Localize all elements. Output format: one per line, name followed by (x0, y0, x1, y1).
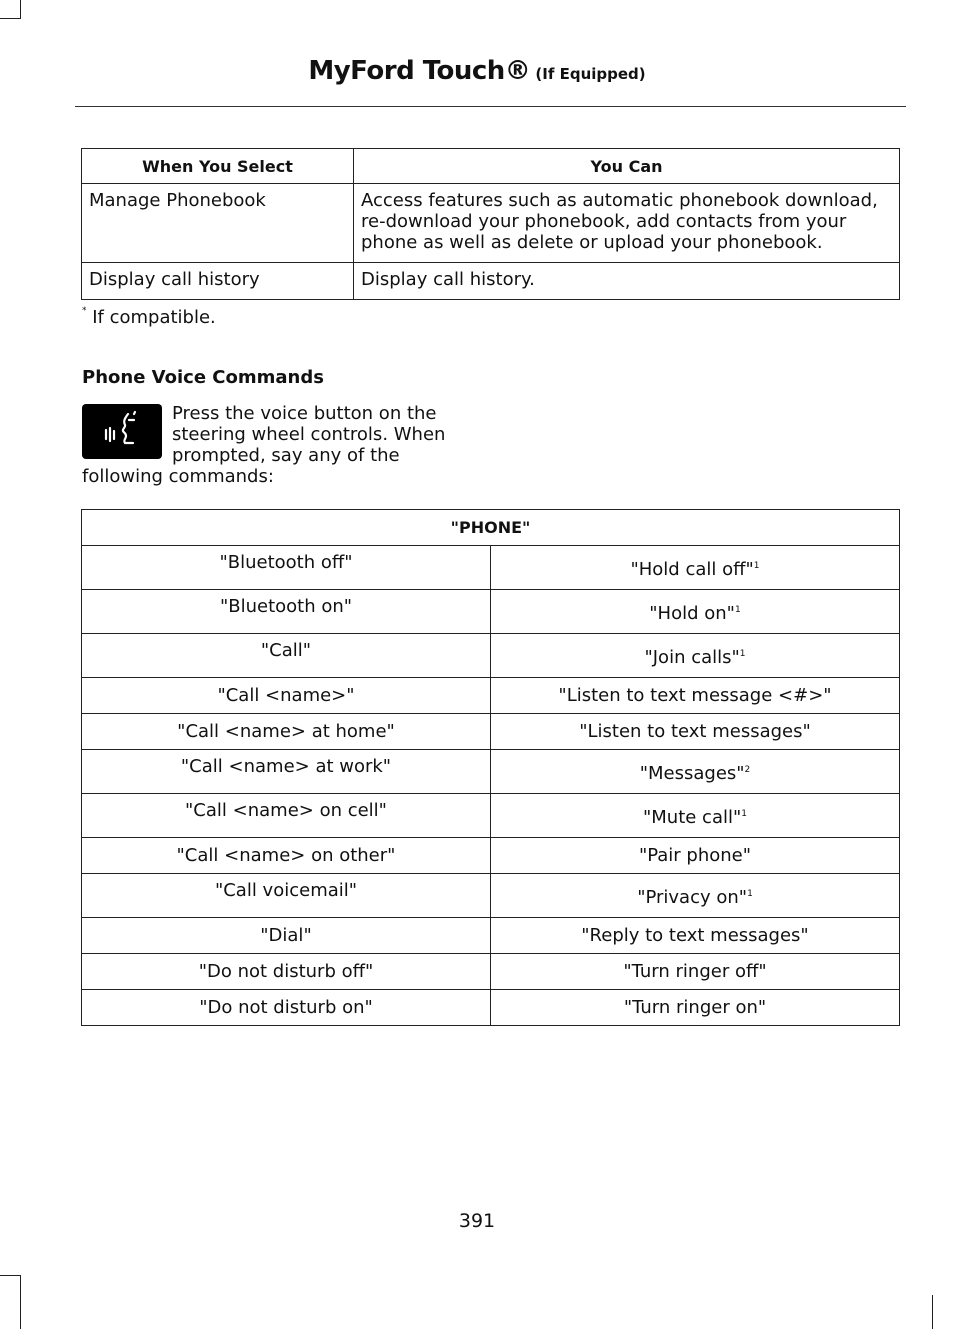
table-row (82, 634, 900, 678)
table-cell: Manage Phonebook (82, 184, 354, 263)
footnote (82, 307, 216, 328)
table-row (82, 874, 900, 918)
footnote-ref: 1 (741, 809, 747, 819)
table-cell: Access features such as automatic phonebook download, re-download your phonebook, add contacts from your phone as well as delete or upload your phonebook. (354, 184, 900, 263)
table-row (82, 918, 900, 954)
footnote-text: If compatible. (92, 307, 216, 328)
command-cell: "Call <name> on cell" (82, 794, 491, 838)
table-row (82, 590, 900, 634)
command-cell: "Listen to text message <#>" (491, 678, 900, 714)
section-heading: Phone Voice Commands (82, 367, 324, 388)
crop-mark (932, 1295, 933, 1329)
crop-mark (0, 18, 20, 19)
footnote-ref: 1 (747, 889, 753, 899)
command-cell: "Turn ringer off" (491, 954, 900, 990)
header-title: MyFord Touch® (308, 56, 531, 86)
command-text: "Hold call off" (630, 559, 754, 580)
command-cell (491, 750, 900, 794)
footnote-ref: 1 (734, 605, 741, 615)
table-header-row (82, 510, 900, 546)
command-text: "Mute call" (642, 807, 742, 828)
command-cell: "Call voicemail" (82, 874, 491, 918)
table-row (82, 678, 900, 714)
command-cell: "Bluetooth off" (82, 546, 491, 590)
page-header (0, 56, 954, 86)
footnote-ref: 1 (739, 649, 746, 659)
table-row (82, 546, 900, 590)
table-row (82, 184, 900, 263)
header-subtitle: (If Equipped) (535, 65, 646, 83)
command-cell: "Call <name> on other" (82, 838, 491, 874)
command-text: "Hold on" (649, 603, 735, 624)
footnote-ref: 2 (744, 765, 751, 775)
table-cell: Display call history. (354, 263, 900, 300)
column-header: You Can (354, 149, 900, 184)
command-cell: "Call <name> at home" (82, 714, 491, 750)
command-cell: "Do not disturb off" (82, 954, 491, 990)
table-row (82, 263, 900, 300)
command-cell (491, 546, 900, 590)
command-text: "Messages" (639, 763, 745, 784)
column-header: When You Select (82, 149, 354, 184)
command-text: "Join calls" (644, 647, 740, 668)
command-cell: "Reply to text messages" (491, 918, 900, 954)
table-row (82, 714, 900, 750)
command-cell: "Call" (82, 634, 491, 678)
command-cell: "Pair phone" (491, 838, 900, 874)
table-row (82, 794, 900, 838)
intro-paragraph (82, 403, 462, 487)
command-cell: "Call <name> at work" (82, 750, 491, 794)
table-row (82, 750, 900, 794)
page-number: 391 (458, 1210, 496, 1232)
command-cell (491, 794, 900, 838)
footnote-ref: 1 (753, 561, 760, 571)
header-divider (75, 106, 906, 107)
voice-commands-table (81, 509, 900, 1026)
intro-text: Press the voice button on the steering wheel controls. When prompted, say any of the following commands: (82, 403, 446, 487)
crop-mark (20, 0, 21, 19)
table-row (82, 838, 900, 874)
command-cell: "Call <name>" (82, 678, 491, 714)
table-row (82, 990, 900, 1026)
table-row (82, 954, 900, 990)
footnote-marker: * (82, 306, 87, 316)
command-cell: "Do not disturb on" (82, 990, 491, 1026)
command-cell: "Turn ringer on" (491, 990, 900, 1026)
crop-mark (0, 1275, 20, 1276)
command-cell: "Dial" (82, 918, 491, 954)
table-cell: Display call history (82, 263, 354, 300)
command-cell (491, 634, 900, 678)
command-cell (491, 590, 900, 634)
phonebook-table (81, 148, 900, 300)
table-title: "PHONE" (82, 510, 900, 546)
crop-mark (20, 1275, 21, 1329)
table-header-row (82, 149, 900, 184)
command-cell: "Listen to text messages" (491, 714, 900, 750)
command-cell (491, 874, 900, 918)
command-cell: "Bluetooth on" (82, 590, 491, 634)
command-text: "Privacy on" (637, 887, 748, 908)
